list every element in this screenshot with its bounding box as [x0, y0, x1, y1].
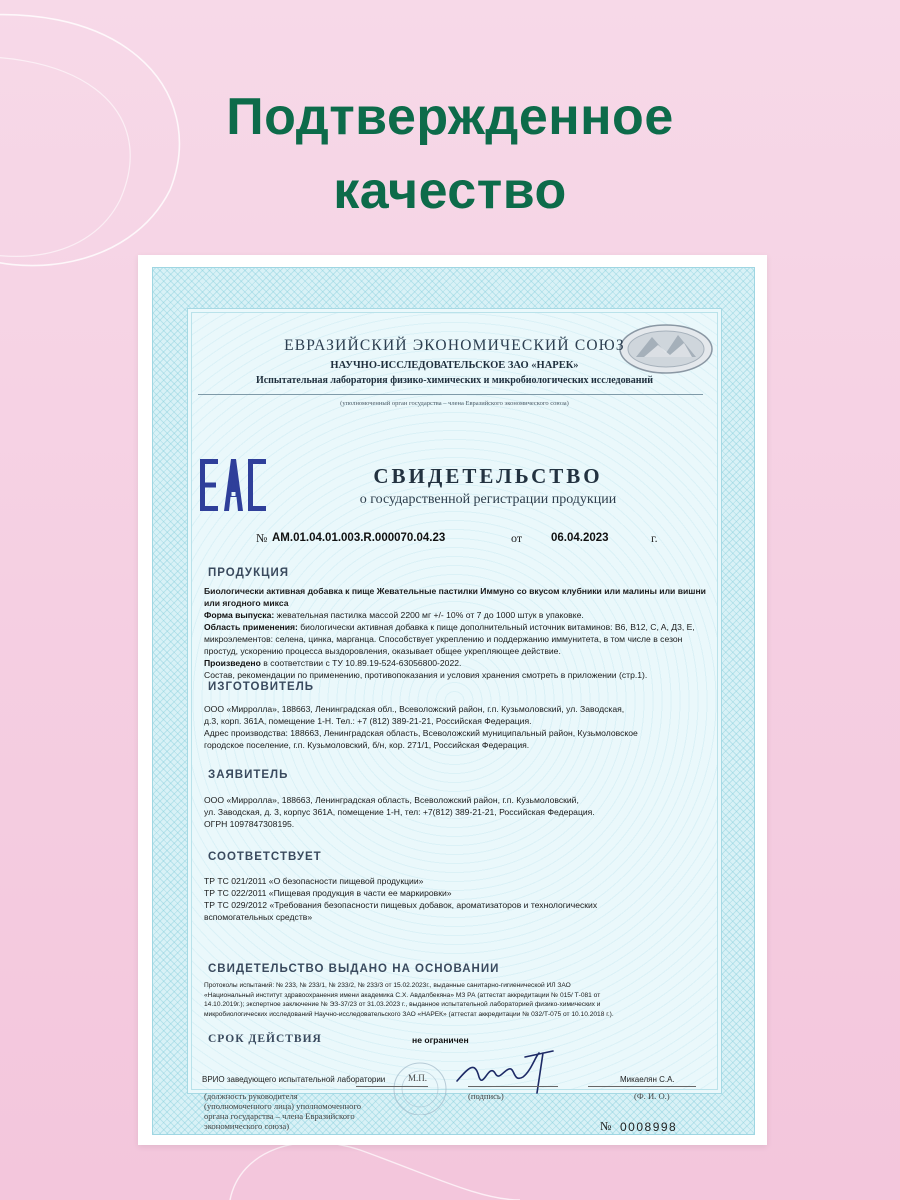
basis-line-2: «Национальный институт здравоохранения имени академика С.Х. Авдалбекяна» МЗ РА (аттестат аккредитации № 015/ Т-081 от [204, 991, 601, 999]
position-caption-line-3: органа государства – члена Евразийского [204, 1111, 355, 1121]
signature-line [468, 1086, 558, 1087]
conformity-line-3: ТР ТС 029/2012 «Требования безопасности пищевых добавок, ароматизаторов и технологических [204, 900, 598, 910]
number-label: № [256, 531, 268, 545]
manufacturer-line-1: ООО «Мирролла», 188663, Ленинградская обл., Всеволожский район, г.п. Кузьмоловский, ул. Заводская, [204, 704, 625, 714]
signatory-name: Микаелян С.А. [620, 1075, 675, 1084]
name-line [588, 1086, 696, 1087]
headline-line-1: Подтвержденное [226, 88, 674, 146]
scope-label: Область применения: [204, 622, 298, 632]
date-suffix: г. [651, 531, 658, 545]
applicant-heading: ЗАЯВИТЕЛЬ [208, 769, 289, 781]
eac-mark-icon [200, 457, 272, 513]
product-name: Биологически активная добавка к пище Жевательные пастилки Иммуно со вкусом клубники или малины или вишни или ягодного микса [204, 586, 706, 608]
page-headline [0, 80, 900, 228]
conformity-line-1: ТР ТС 021/2011 «О безопасности пищевой продукции» [204, 876, 424, 886]
basis-line-4: микробиологических исследований Научно-исследовательского ЗАО «НАРЕК» (аттестат аккредитации № 032/Т-075 от 10.10.2018 г.). [204, 1010, 614, 1018]
header-divider [198, 394, 703, 395]
applicant-section [204, 794, 709, 830]
signatory-position: ВРИО заведующего испытательной лаборатории [202, 1075, 386, 1084]
form-text: жевательная пастилка массой 2200 мг +/- 10% от 7 до 1000 штук в упаковке. [276, 610, 584, 620]
product-heading: ПРОДУКЦИЯ [208, 567, 290, 579]
certificate-number: AM.01.04.01.003.R.000070.04.23 [272, 532, 446, 544]
position-caption [204, 1091, 361, 1131]
position-caption-line-4: экономического союза) [204, 1121, 290, 1131]
manufacturer-section [204, 703, 714, 751]
stamp-place-label: М.П. [408, 1073, 428, 1083]
serial-number: 0008998 [620, 1120, 678, 1134]
applicant-line-1: ООО «Мирролла», 188663, Ленинградская область, Всеволожский район, г.п. Кузьмоловский, [204, 795, 579, 805]
name-caption: (Ф. И. О.) [634, 1091, 670, 1101]
institute-name: НАУЧНО-ИССЛЕДОВАТЕЛЬСКОЕ ЗАО «НАРЕК» [330, 360, 579, 371]
signature-caption: (подпись) [468, 1091, 504, 1101]
manufacturer-heading: ИЗГОТОВИТЕЛЬ [208, 681, 315, 693]
certificate-body [187, 308, 722, 1134]
position-caption-line-1: (должность руководителя [204, 1091, 298, 1101]
certificate-image [138, 255, 767, 1145]
certificate-frame [152, 267, 755, 1135]
certificate-title: СВИДЕТЕЛЬСТВО [373, 464, 603, 488]
basis-line-1: Протоколы испытаний: № 233, № 233/1, № 233/2, № 233/3 от 15.02.2023г., выданные санитарно-гигиенической ИЛ ЗАО [204, 982, 571, 989]
produced-label: Произведено [204, 658, 261, 668]
manufacturer-line-3: Адрес производства: 188663, Ленинградская область, Всеволожский муниципальный район, Кузьмоловское [204, 728, 638, 738]
certificate-date: 06.04.2023 [551, 532, 609, 544]
produced-text: в соответствии с ТУ 10.89.19-524-63056800-2022. [263, 658, 462, 668]
union-name: ЕВРАЗИЙСКИЙ ЭКОНОМИЧЕСКИЙ СОЮЗ [284, 337, 625, 354]
basis-section [204, 981, 709, 1019]
stamp-line [356, 1086, 428, 1087]
authority-note: (уполномоченный орган государства – члена Евразийского экономического союза) [340, 400, 569, 407]
conformity-heading: СООТВЕТСТВУЕТ [208, 851, 322, 863]
basis-heading: СВИДЕТЕЛЬСТВО ВЫДАНО НА ОСНОВАНИИ [208, 963, 500, 975]
manufacturer-line-2: д.3, корп. 361А, помещение 1-Н. Тел.: +7 (812) 389-21-21, Российская Федерация. [204, 716, 532, 726]
form-label: Форма выпуска: [204, 610, 275, 620]
product-section [204, 585, 706, 681]
conformity-section [204, 875, 709, 923]
conformity-line-4: вспомогательных средств» [204, 912, 313, 922]
headline-line-2: качество [333, 162, 567, 220]
applicant-line-3: ОГРН 1097847308195. [204, 819, 295, 829]
laboratory-name: Испытательная лаборатория физико-химических и микробиологических исследований [255, 375, 654, 386]
composition-note: Состав, рекомендации по применению, противопоказания и условия хранения смотреть в приложении (стр.1). [204, 670, 648, 680]
scope-text: биологически активная добавка к пище дополнительный источник витаминов: B6, B12, C, A, Д3, E, микроэлементов: селена, цинка, марганца. Способствует укреплению и поддержанию иммунитета, в том числе в сезон простуд, ускорению процесса выздоровления, оказывает общее укрепляющее действие. [204, 622, 695, 656]
product-scope [204, 621, 706, 657]
product-produced [204, 657, 706, 669]
date-prefix: от [511, 531, 523, 545]
product-form [204, 609, 706, 621]
validity-value: не ограничен [412, 1035, 469, 1045]
position-caption-line-2: (уполномоченного лица) уполномоченного [204, 1101, 362, 1111]
basis-line-3: 14.10.2019г.); экспертное заключение № ЭЗ-37/23 от 31.03.2023 г., выданное испытательной лабораторией физико-химических и [204, 1001, 601, 1008]
conformity-line-2: ТР ТС 022/2011 «Пищевая продукция в части ее маркировки» [204, 888, 452, 898]
manufacturer-line-4: городское поселение, г.п. Кузьмоловский, б/н, кор. 271/1, Российская Федерация. [204, 740, 530, 750]
serial-label: № [600, 1119, 613, 1133]
applicant-line-2: ул. Заводская, д. 3, корпус 361А, помещение 1-Н, тел: +7(812) 389-21-21, Российская Федерация. [204, 807, 595, 817]
certificate-subtitle: о государственной регистрации продукции [359, 492, 617, 507]
validity-heading: СРОК ДЕЙСТВИЯ [208, 1033, 322, 1045]
